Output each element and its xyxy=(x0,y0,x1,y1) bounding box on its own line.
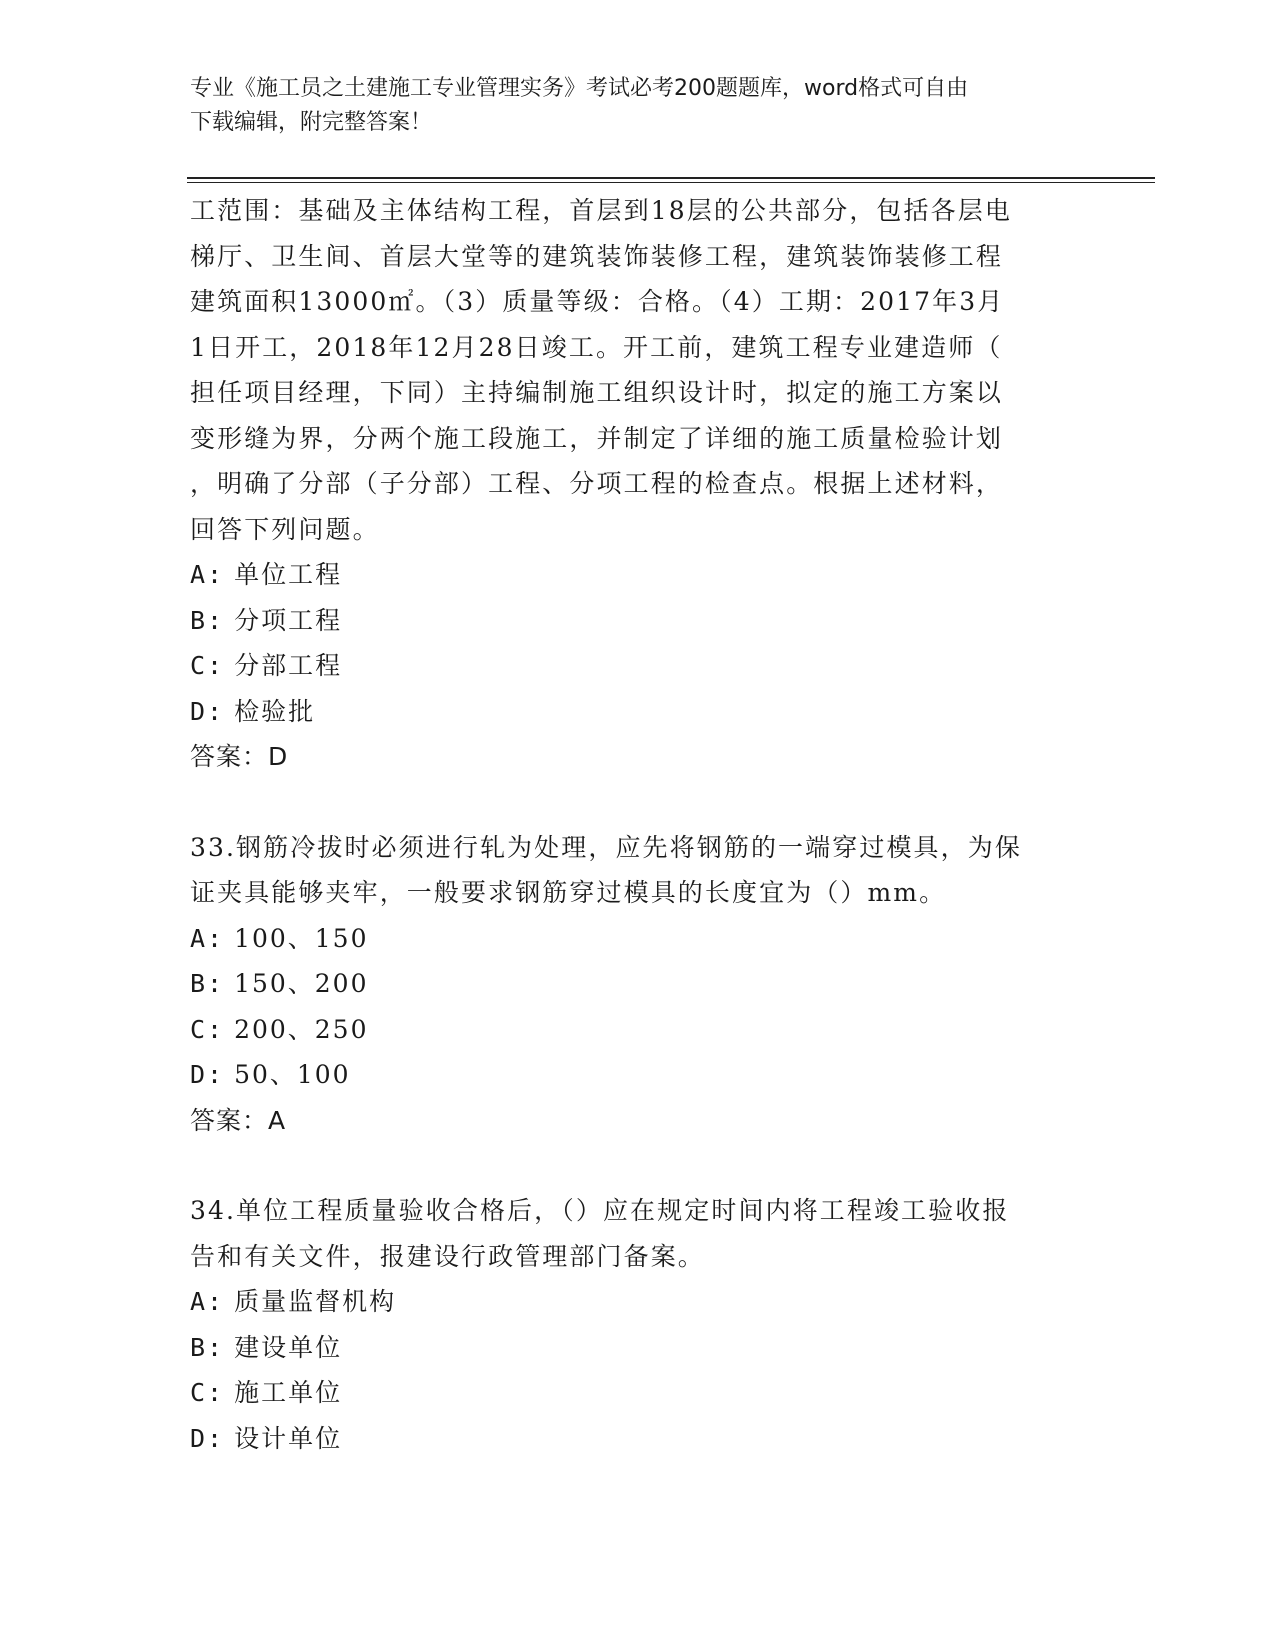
question-34-stem-line-1: 34.单位工程质量验收合格后，（）应在规定时间内将工程竣工验收报 xyxy=(190,1196,1010,1225)
question-33-answer: 答案：A xyxy=(190,1105,287,1135)
question-34-option-c xyxy=(190,1370,1090,1416)
question-32-option-b xyxy=(190,598,1090,644)
option-letter: D: xyxy=(190,1423,225,1453)
option-letter: D: xyxy=(190,696,225,726)
header-line-1: 专业《施工员之土建施工专业管理实务》考试必考200题题库，word格式可自由 xyxy=(190,76,969,101)
option-letter: B: xyxy=(190,605,225,635)
question-32-option-a xyxy=(190,552,1090,598)
question-32-stem-line-1: 工范围：基础及主体结构工程，首层到18层的公共部分，包括各层电 xyxy=(190,196,1012,225)
question-32-answer: 答案：D xyxy=(190,742,289,771)
question-32-option-c xyxy=(190,643,1090,689)
option-text: 单位工程 xyxy=(234,560,343,589)
question-32-stem-line-4: 1日开工，2018年12月28日竣工。开工前，建筑工程专业建造师（ xyxy=(190,332,1003,362)
question-34 xyxy=(190,1188,1090,1461)
question-34-option-d xyxy=(190,1416,1090,1462)
option-text: 200、250 xyxy=(234,1014,369,1044)
question-33-option-c xyxy=(190,1007,1090,1053)
question-spacer xyxy=(190,1143,1090,1188)
question-spacer xyxy=(190,780,1090,825)
option-text: 设计单位 xyxy=(234,1423,343,1453)
option-letter: A: xyxy=(190,923,225,953)
question-33-option-b xyxy=(190,961,1090,1007)
option-text: 检验批 xyxy=(234,696,316,726)
option-text: 质量监督机构 xyxy=(234,1287,397,1316)
question-33-stem-line-1: 33.钢筋冷拔时必须进行轧为处理，应先将钢筋的一端穿过模具，为保 xyxy=(190,832,1022,862)
question-32-stem-line-5: 担任项目经理，下同）主持编制施工组织设计时，拟定的施工方案以 xyxy=(190,378,1004,407)
question-33-option-a xyxy=(190,916,1090,962)
option-letter: D: xyxy=(190,1060,225,1089)
option-text: 150、200 xyxy=(234,969,369,998)
question-32-stem-line-3: 建筑面积13000㎡。（3）质量等级：合格。（4）工期：2017年3月 xyxy=(190,287,1005,316)
header-line-2: 下载编辑，附完整答案！ xyxy=(190,110,433,135)
question-32-option-d xyxy=(190,689,1090,735)
option-letter: B: xyxy=(190,1332,225,1362)
option-letter: A: xyxy=(190,560,225,589)
option-text: 分项工程 xyxy=(234,605,343,635)
question-32-stem-line-7: ，明确了分部（子分部）工程、分项工程的检查点。根据上述材料， xyxy=(190,469,1004,498)
question-32-stem-line-2: 梯厅、卫生间、首层大堂等的建筑装饰装修工程，建筑装饰装修工程 xyxy=(190,241,1004,271)
question-34-stem-line-2: 告和有关文件，报建设行政管理部门备案。 xyxy=(190,1241,705,1271)
question-33-option-d xyxy=(190,1052,1090,1098)
question-32-stem-line-8: 回答下列问题。 xyxy=(190,514,380,544)
question-32 xyxy=(190,188,1090,780)
option-letter: C: xyxy=(190,651,225,680)
question-content xyxy=(190,188,1090,1461)
header-divider xyxy=(187,177,1155,183)
question-34-option-a xyxy=(190,1279,1090,1325)
question-33 xyxy=(190,825,1090,1144)
option-letter: A: xyxy=(190,1287,225,1316)
question-33-stem-line-2: 证夹具能够夹牢，一般要求钢筋穿过模具的长度宜为（）mm。 xyxy=(190,878,947,907)
page-header xyxy=(190,72,1090,140)
option-letter: C: xyxy=(190,1014,225,1044)
question-34-option-b xyxy=(190,1325,1090,1371)
option-text: 分部工程 xyxy=(234,651,343,680)
option-text: 施工单位 xyxy=(234,1378,343,1407)
option-text: 100、150 xyxy=(234,923,369,953)
option-text: 建设单位 xyxy=(234,1332,343,1362)
question-32-stem-line-6: 变形缝为界，分两个施工段施工，并制定了详细的施工质量检验计划 xyxy=(190,423,1004,453)
option-letter: B: xyxy=(190,969,225,998)
option-text: 50、100 xyxy=(234,1060,351,1089)
option-letter: C: xyxy=(190,1378,225,1407)
